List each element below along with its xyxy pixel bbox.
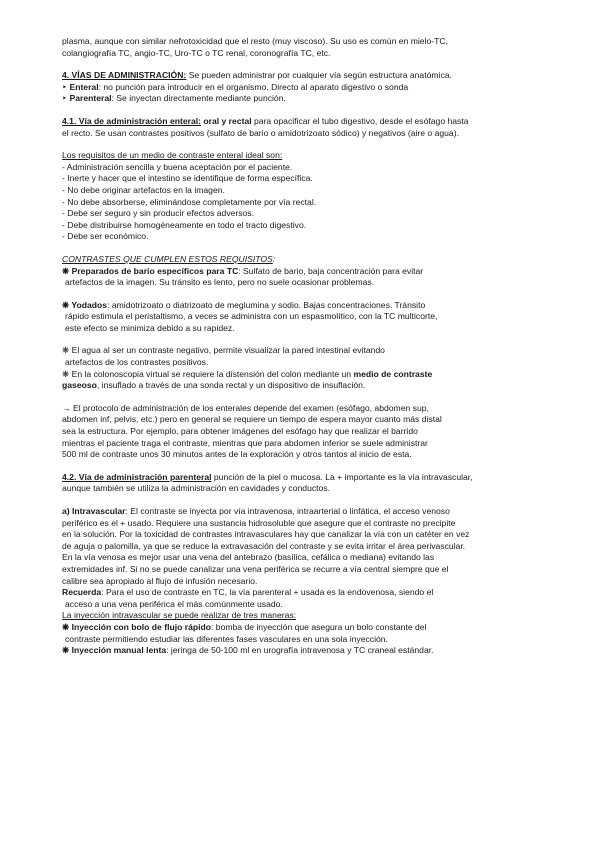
parenteral-text: : Se inyectan directamente mediante punción. [111, 93, 286, 104]
enteral-label: Enteral [69, 81, 99, 92]
section-4-1-text: para opacificar el tubo digestivo, desde el esófago hasta [251, 115, 469, 126]
colonoscopy-paragraph [62, 369, 547, 381]
document-page [62, 36, 547, 657]
colonoscopy-text-2: , insuflado a través de una sonda rectal y un dispositivo de insuflación. [96, 380, 366, 391]
section-4-1-paragraph [62, 116, 547, 128]
barium-line-2: artefactos de la imagen. Su tránsito es lento, pero no suele ocasionar problemas. [65, 277, 375, 288]
section-4-2-text: punción de la piel o mucosa. La + importante es la vía intravascular, [211, 471, 473, 482]
section-4-2-heading: 4.2. Vía de administración parenteral [62, 471, 212, 482]
enteral-bullet [62, 82, 547, 94]
protocol-line: sea la estructura. Por ejemplo, para obtener imágenes del esófago hay que realizar el barrido [62, 426, 418, 437]
manual-injection-text: : jeringa de 50-100 ml en urografía intravenosa y TC craneal estándar. [166, 645, 434, 656]
manual-injection-label: ❋ Inyección manual lenta [62, 645, 167, 656]
manual-injection-paragraph [62, 645, 547, 657]
requirement-item: - Administración sencilla y buena aceptación por el paciente. [62, 161, 293, 172]
requirement-item: - No debe originar artefactos en la imagen. [62, 184, 225, 195]
iodinated-line-3: este efecto se minimiza debido a su rapidez. [65, 322, 235, 333]
intravascular-text: : El contraste se inyecta por vía intravenosa, intraarterial o linfática, el acceso venoso [125, 506, 450, 516]
barium-paragraph [62, 266, 547, 278]
colonoscopy-bold-1: medio de contraste [353, 368, 433, 379]
bolus-text: : bomba de inyección que asegura un bolo constante del [211, 621, 427, 632]
reminder-text: : Para el uso de contraste en TC, la vía parenteral + usada es la endovenosa, siendo el [101, 587, 434, 598]
contrasts-heading-line [62, 254, 547, 266]
requirements-heading: Los requisitos de un medio de contraste enteral ideal son: [62, 150, 283, 161]
colonoscopy-line-2 [62, 380, 547, 392]
intravascular-line: de aguja o palomilla, ya que se reduce la extravasación del contraste y se evita irritar el área perivascular. [62, 540, 466, 551]
intravascular-line: periférico es el + usado. Requiere una sustancia hidrosoluble que asegure que el contraste no precipite [62, 517, 456, 528]
intravascular-paragraph [62, 506, 547, 518]
enteral-text: : no punción para introducir en el organismo. Directo al aparato digestivo o sonda [98, 81, 409, 92]
contrasts-heading: CONTRASTES QUE CUMPLEN ESTOS REQUISITOS [62, 253, 273, 264]
section-4-1-heading: 4.1. Vía de administración enteral: [62, 115, 201, 126]
water-line-2: artefactos de los contrastes positivos. [65, 357, 209, 368]
section-4-1-bold: oral y rectal [200, 115, 252, 126]
intravascular-line: calibre sea apropiado al flujo de infusión necesario. [62, 575, 258, 586]
iodinated-text: : amidotrizoato o diatrizoato de meglumina y sodio. Bajas concentraciones. Tránsito [107, 299, 426, 310]
section-4-text: Se pueden administrar por cualquier vía según estructura anatómica. [186, 70, 452, 81]
protocol-line: 500 ml de contraste unos 30 minutos antes de la exploración y otros tantos al inicio de esta. [62, 449, 412, 460]
reminder-label: Recuerda [62, 587, 102, 598]
section-4-paragraph [62, 70, 547, 82]
bolus-label: ❋ Inyección con bolo de flujo rápido [62, 621, 212, 632]
injection-heading: La inyección intravascular se puede realizar de tres maneras: [62, 610, 297, 621]
protocol-line: → El protocolo de administración de los enterales depende del examen (esófago, abdomen sup, [62, 402, 429, 413]
parenteral-label: Parenteral [69, 93, 112, 104]
iodinated-paragraph [62, 300, 547, 312]
requirement-item: - Debe ser económico. [62, 231, 149, 242]
section-4-1-line-2: el recto. Se usan contrastes positivos (sulfato de bario o amidotrizoato sódico) y negativos (aire o agua). [62, 127, 459, 138]
intro-line-1: plasma, aunque con similar nefrotoxicidad que el resto (muy viscoso). Su uso es común en mielo-TC, [62, 36, 448, 46]
intro-line-2: colangiografía TC, angio-TC, Uro-TC o TC renal, coronografía TC, etc. [62, 47, 331, 58]
reminder-paragraph [62, 587, 547, 599]
triangle-bullet-icon: ‣ [62, 93, 68, 104]
intravascular-line: En la vía venosa es mejor usar una vena del antebrazo (basílica, cefálica o mediana) evitando las [62, 552, 435, 563]
contrasts-heading-colon: : [272, 253, 276, 264]
colonoscopy-bold-2: gaseoso [62, 380, 97, 391]
colonoscopy-text: ❋ En la colonoscopia virtual se requiere la distensión del colon mediante un [62, 368, 354, 379]
section-4-2-line-2: aunque también se utiliza la administración en cavidades y conductos. [62, 483, 330, 494]
requirement-item: - Debe distribuirse homogéneamente en todo el tracto digestivo. [62, 219, 307, 230]
bolus-paragraph [62, 622, 547, 634]
requirement-item: - No debe absorberse, eliminándose completamente por vía rectal. [62, 196, 317, 207]
section-4-2-paragraph [62, 472, 547, 484]
section-4-heading: 4. VÍAS DE ADMINISTRACIÓN: [62, 70, 187, 81]
iodinated-label: ❋ Yodados [62, 299, 108, 310]
reminder-line-2: acceso a una vena periférica el más comúnmente usado. [65, 598, 283, 609]
intravascular-label: a) Intravascular [62, 506, 126, 516]
barium-text: : Sulfato de bario, baja concentración para evitar [238, 265, 424, 276]
triangle-bullet-icon: ‣ [62, 81, 68, 92]
parenteral-bullet [62, 93, 547, 105]
iodinated-line-2: rápido estimula el peristaltismo, a veces se administra con un espasmolítico, con la TC multicorte, [65, 311, 438, 322]
requirement-item: - Inerte y hacer que el intestino se identifique de forma específica. [62, 173, 313, 184]
bolus-line-2: contraste permitiendo estudiar las diferentes fases vasculares en una sola inyección. [65, 633, 388, 644]
protocol-line: abdomen inf, pelvis, etc.) pero en general se requiere un tiempo de espera mayor cuanto más distal [62, 414, 442, 425]
intravascular-line: extremidades inf. Si no se puede canalizar una vena periférica se recurre a vía central siempre que el [62, 563, 449, 574]
barium-label: ❋ Preparados de bario específicos para TC [62, 265, 239, 276]
protocol-line: mientras el paciente traga el contraste, mientras que para abdomen inferior se suele administrar [62, 437, 428, 448]
water-line-1: ❋ El agua al ser un contraste negativo, permite visualizar la pared intestinal evitando [62, 345, 385, 356]
intravascular-line: en la solución. Por la toxicidad de contrastes intravasculares hay que canalizar la vía con un catéter en vez [62, 529, 470, 540]
requirement-item: - Debe ser seguro y sin producir efectos adversos. [62, 208, 255, 219]
